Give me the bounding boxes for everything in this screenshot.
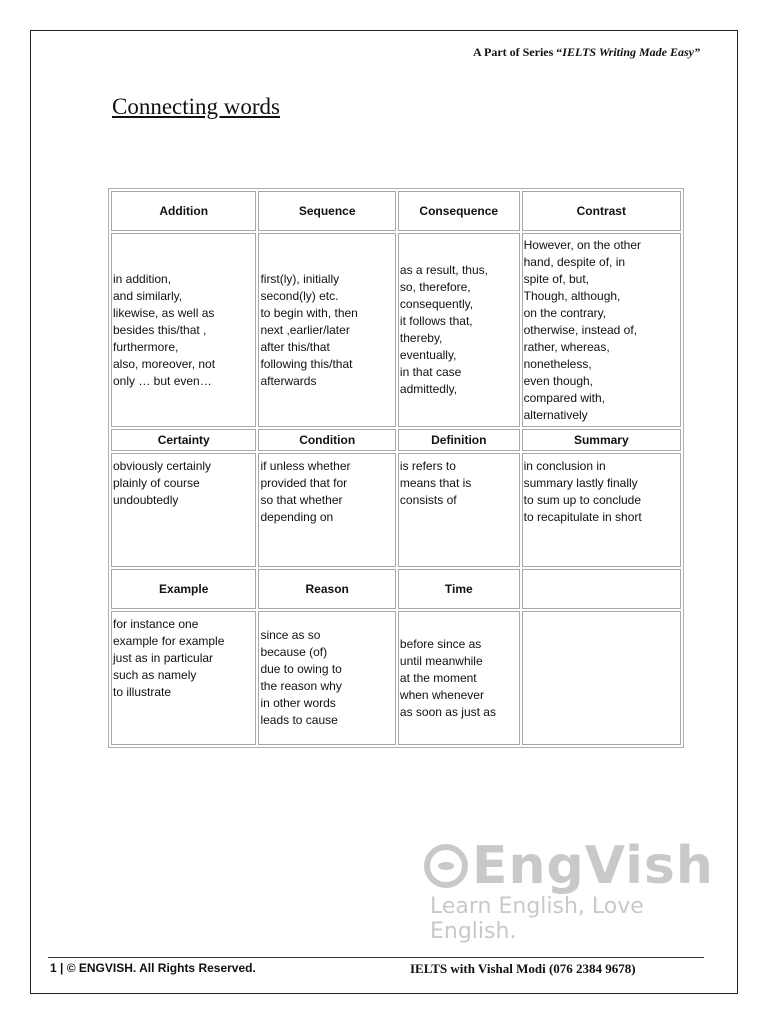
connecting-words-table [108, 188, 684, 748]
header-row-3 [111, 569, 681, 609]
category-header [522, 569, 681, 609]
words-cell: obviously certainly plainly of course undoubtedly [111, 453, 256, 567]
words-cell: is refers to means that is consists of [398, 453, 520, 567]
series-name: IELTS Writing Made Easy” [562, 45, 700, 59]
words-cell: in conclusion in summary lastly finally to sum up to conclude to recapitulate in short [522, 453, 681, 567]
words-cell: since as so because (of) due to owing to the reason why in other words leads to cause [258, 611, 395, 745]
words-cell: However, on the other hand, despite of, in spite of, but, Though, although, on the contrary, otherwise, instead of, rather, whereas, nonetheless, even though, compared with, alternatively [522, 233, 681, 427]
category-header: Summary [522, 429, 681, 451]
category-header: Definition [398, 429, 520, 451]
logo-wordmark [424, 836, 724, 896]
page-title: Connecting words [112, 94, 281, 119]
category-header: Reason [258, 569, 395, 609]
category-header: Consequence [398, 191, 520, 231]
words-row-3 [111, 611, 681, 745]
series-header [380, 45, 700, 60]
logo-name: EngVish [472, 836, 714, 896]
words-cell: if unless whether provided that for so that whether depending on [258, 453, 395, 567]
words-cell: first(ly), initially second(ly) etc. to begin with, then next ,earlier/later after this/that following this/that afterwards [258, 233, 395, 427]
words-cell: for instance one example for example just as in particular such as namely to illustrate [111, 611, 256, 745]
words-row-2 [111, 453, 681, 567]
category-header: Addition [111, 191, 256, 231]
words-row-1 [111, 233, 681, 427]
words-cell [522, 611, 681, 745]
words-cell: as a result, thus, so, therefore, consequently, it follows that, thereby, eventually, in that case admittedly, [398, 233, 520, 427]
logo-tagline: Learn English, Love English. [430, 894, 644, 944]
words-cell: in addition, and similarly, likewise, as well as besides this/that , furthermore, also, moreover, not only … but even… [111, 233, 256, 427]
header-row-2 [111, 429, 681, 451]
series-prefix: A Part of Series “ [472, 45, 563, 59]
category-header: Certainty [111, 429, 256, 451]
header-row-1 [111, 191, 681, 231]
footer-divider [48, 957, 704, 958]
category-header: Condition [258, 429, 395, 451]
engvish-logo [424, 836, 724, 944]
words-cell: before since as until meanwhile at the moment when whenever as soon as just as [398, 611, 520, 745]
footer-contact: IELTS with Vishal Modi (076 2384 9678) [410, 961, 636, 976]
category-header: Contrast [522, 191, 681, 231]
logo-mark-icon [424, 844, 468, 888]
category-header: Sequence [258, 191, 395, 231]
category-header: Example [111, 569, 256, 609]
footer-copyright: 1 | © ENGVISH. All Rights Reserved. [50, 961, 256, 975]
category-header: Time [398, 569, 520, 609]
